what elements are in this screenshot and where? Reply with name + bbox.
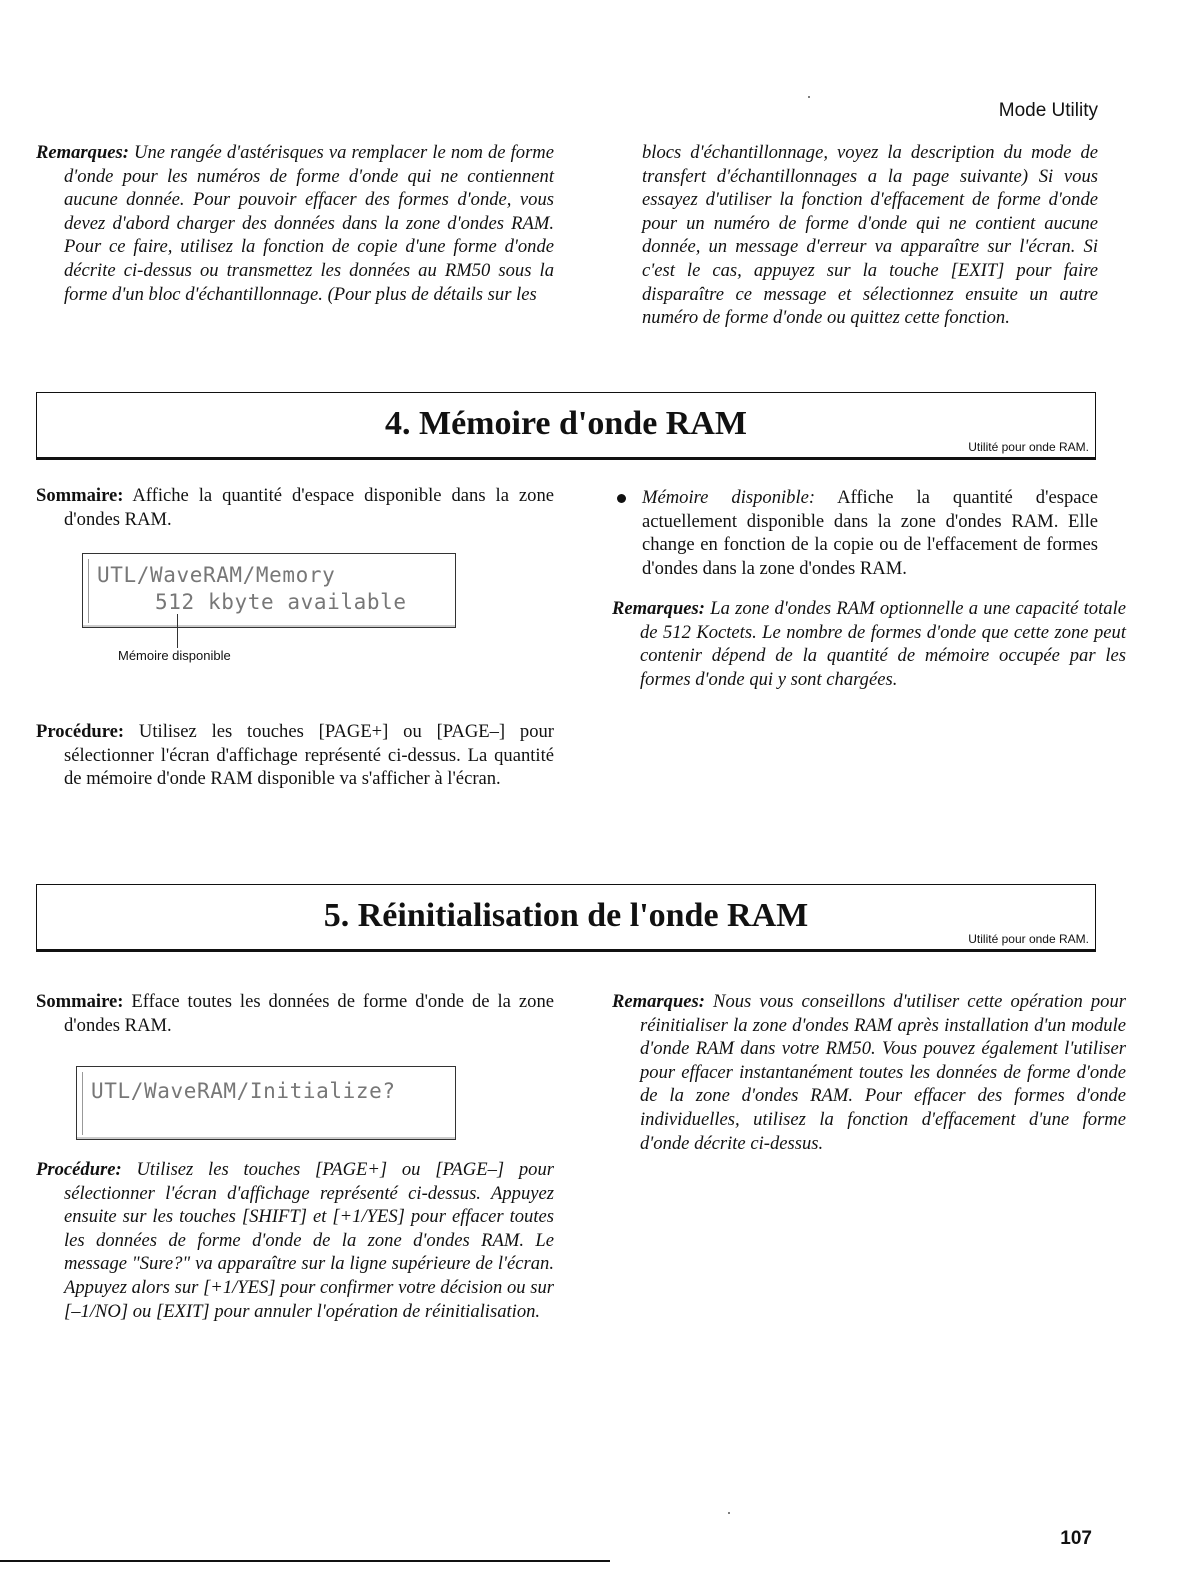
section4-bullet-item <box>642 486 1098 580</box>
section4-summary <box>36 484 554 531</box>
remarks-text: La zone d'ondes RAM optionnelle a une capacité totale de 512 Koctets. Le nombre de formes d'onde que cette zone peut contenir dépend de la quantité de mémoire occupée par les formes d'onde qui y sont chargées. <box>640 598 1126 690</box>
lcd-display-memory <box>82 553 456 628</box>
remarks-lead: Remarques: <box>612 991 705 1012</box>
lcd-display-initialize <box>76 1066 456 1140</box>
section4-title: 4. Mémoire d'onde RAM <box>385 405 747 442</box>
bullet-text: Affiche la quantité d'espace actuellement disponible dans la zone d'ondes RAM. Elle change en fonction de la copie ou de l'effacement de formes d'ondes dans la zone d'ondes RAM. <box>642 487 1098 579</box>
summary-text: Affiche la quantité d'espace disponible dans la zone d'ondes RAM. <box>64 485 554 530</box>
top-remarks-left <box>36 141 554 306</box>
lcd-caption: Mémoire disponible <box>118 648 231 663</box>
page-number: 107 <box>1060 1528 1092 1549</box>
remarks-lead: Remarques: <box>36 142 129 163</box>
remarks-text: Nous vous conseillons d'utiliser cette opération pour réinitialiser la zone d'ondes RAM après installation d'un module d'onde RAM dans votre RM50. Vous pouvez également l'utiliser pour effacer instantanément toutes les données de forme d'onde de la zone d'ondes RAM. Pour effacer des formes d'onde individuelles, utilisez la fonction d'effacement d'une forme d'onde décrite ci-dessus. <box>640 991 1126 1154</box>
lcd-line-1: UTL/WaveRAM/Memory <box>97 563 336 587</box>
running-header: Mode Utility <box>998 100 1098 121</box>
top-remarks-right: blocs d'échantillonnage, voyez la description du mode de transfert d'échantillonnages a la page suivante) Si vous essayez d'utiliser la fonction d'effacement de forme d'onde pour un numéro de forme d'onde qui ne contient aucune donnée, un message d'erreur va apparaître sur l'écran. Si c'est le cas, appuyez sur la touche [EXIT] pour faire disparaître ce message et sélectionnez ensuite un autre numéro de forme d'onde ou quittez cette fonction. <box>642 142 1098 329</box>
lcd-line-1: UTL/WaveRAM/Initialize? <box>91 1079 396 1103</box>
bullet-dot-icon <box>617 494 626 503</box>
section4-heading-box <box>36 392 1096 460</box>
bullet-lead: Mémoire disponible: <box>642 487 816 508</box>
section5-remarks <box>612 990 1126 1155</box>
procedure-text: Utilisez les touches [PAGE+] ou [PAGE–] pour sélectionner l'écran d'affichage représenté ci-dessus. La quantité de mémoire d'onde RAM disponible va s'afficher à l'écran. <box>64 721 554 790</box>
section4-tag: Utilité pour onde RAM. <box>968 440 1089 454</box>
scan-speck <box>808 96 810 98</box>
section5-heading-box <box>36 884 1096 952</box>
section5-title: 5. Réinitialisation de l'onde RAM <box>323 897 809 934</box>
procedure-lead: Procédure: <box>36 721 125 742</box>
bottom-rule <box>0 1560 610 1562</box>
summary-lead: Sommaire: <box>36 485 124 506</box>
lcd-line-2: 512 kbyte available <box>155 590 407 614</box>
remarks-lead: Remarques: <box>612 598 705 619</box>
caption-pointer-line <box>177 614 178 648</box>
procedure-lead: Procédure: <box>36 1159 122 1180</box>
section5-procedure <box>36 1158 554 1323</box>
procedure-text: Utilisez les touches [PAGE+] ou [PAGE–] pour sélectionner l'écran d'affichage représenté ci-dessus. Appuyez ensuite sur les touches [SHIFT] et [+1/YES] pour effacer toutes les données de forme d'onde de la zone d'ondes RAM. Le message "Sure?" va apparaître sur la ligne supérieure de l'écran. Appuyez alors sur [+1/YES] pour confirmer votre décision ou sur [–1/NO] ou [EXIT] pour annuler l'opération de réinitialisation. <box>64 1159 554 1322</box>
section5-tag: Utilité pour onde RAM. <box>968 932 1089 946</box>
remarks-text: Une rangée d'astérisques va remplacer le nom de forme d'onde pour les numéros de forme d'onde qui ne contiennent aucune donnée. Pour pouvoir effacer des formes d'onde, vous devez d'abord charger des données dans la zone d'ondes RAM. Pour ce faire, utilisez la fonction de copie d'une forme d'onde décrite ci-dessus ou transmettez les données au RM50 sous la forme d'un bloc d'échantillonnage. (Pour plus de détails sur les <box>64 142 554 305</box>
summary-text: Efface toutes les données de forme d'onde de la zone d'ondes RAM. <box>64 991 554 1036</box>
section5-summary <box>36 990 554 1037</box>
summary-lead: Sommaire: <box>36 991 124 1012</box>
section4-remarks <box>612 597 1126 691</box>
scan-speck <box>728 1512 730 1514</box>
section4-procedure <box>36 720 554 791</box>
